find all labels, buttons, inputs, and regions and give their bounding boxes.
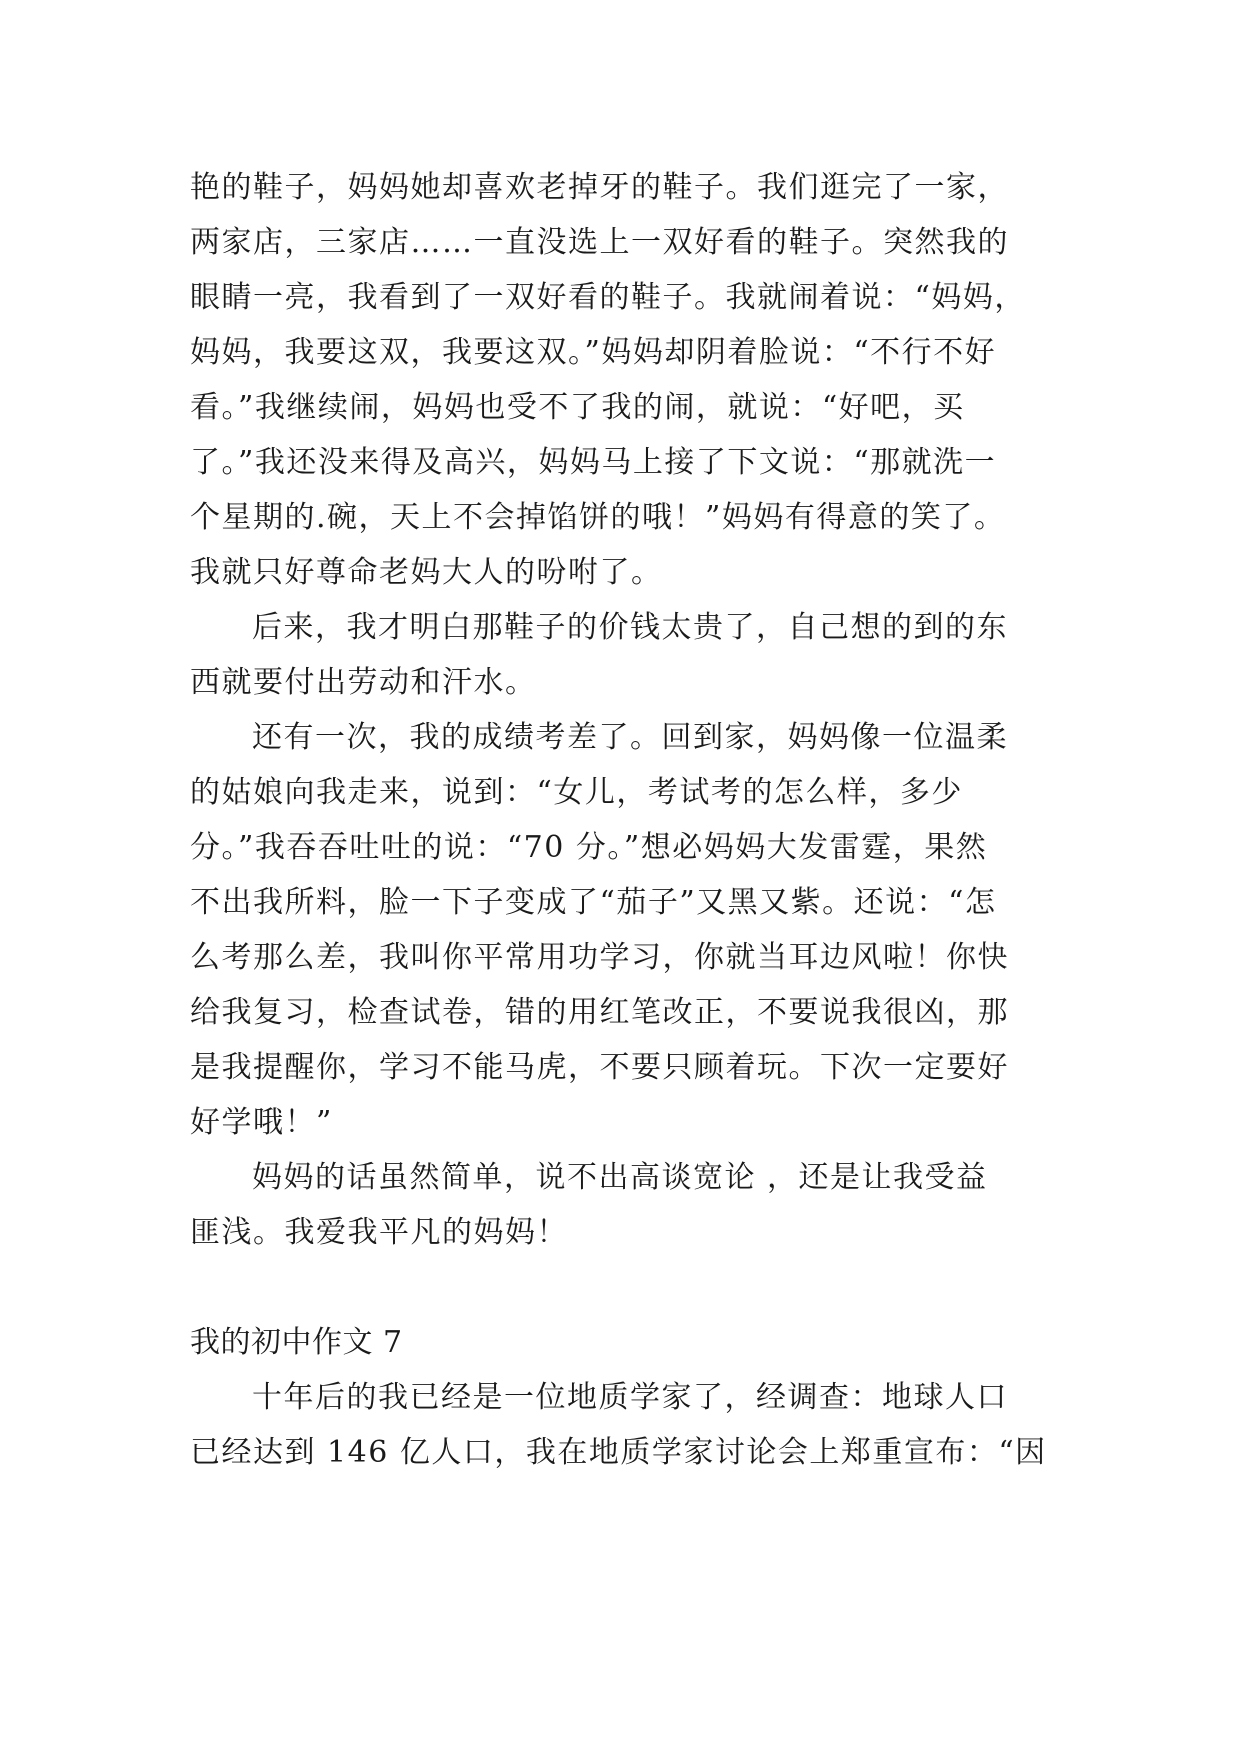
text-line: 妈妈，我要这双，我要这双。”妈妈却阴着脸说：“不行不好 [190,335,997,370]
text-line: 么考那么差，我叫你平常用功学习，你就当耳边风啦！你快 [190,940,1009,975]
text-line: 西就要付出劳动和汗水。 [190,665,537,700]
text-line: 的姑娘向我走来，说到：“女儿，考试考的怎么样，多少 [190,775,963,810]
text-line: 两家店，三家店……一直没选上一双好看的鞋子。突然我的 [190,225,1009,260]
paragraph-start-line: 后来，我才明白那鞋子的价钱太贵了，自己想的到的东 [252,610,1008,645]
text-line: 了。”我还没来得及高兴，妈妈马上接了下文说：“那就洗一 [190,445,997,480]
essay-heading: 我的初中作文 7 [190,1325,403,1360]
text-line: 个星期的.碗，天上不会掉馅饼的哦！”妈妈有得意的笑了。 [190,500,1006,535]
paragraph-start-line: 还有一次，我的成绩考差了。回到家，妈妈像一位温柔 [252,720,1008,755]
paragraph-start-line: 妈妈的话虽然简单，说不出高谈宽论 ，还是让我受益 [252,1160,988,1195]
paragraph-start-line: 十年后的我已经是一位地质学家了，经调查：地球人口 [252,1380,1008,1415]
text-line: 匪浅。我爱我平凡的妈妈！ [190,1215,568,1250]
text-line: 给我复习，检查试卷，错的用红笔改正，不要说我很凶，那 [190,995,1009,1030]
text-line: 是我提醒你，学习不能马虎，不要只顾着玩。下次一定要好 [190,1050,1009,1085]
text-line: 看。”我继续闹，妈妈也受不了我的闹，就说：“好吧，买 [190,390,965,425]
text-line: 眼睛一亮，我看到了一双好看的鞋子。我就闹着说：“妈妈， [190,280,1026,315]
text-line: 艳的鞋子，妈妈她却喜欢老掉牙的鞋子。我们逛完了一家， [190,170,1009,205]
text-line: 不出我所料，脸一下子变成了“茄子”又黑又紫。还说：“怎 [190,885,997,920]
text-line: 分。”我吞吞吐吐的说：“70 分。”想必妈妈大发雷霆，果然 [190,830,988,865]
text-line: 我就只好尊命老妈大人的吩咐了。 [190,555,663,590]
text-line: 好学哦！” [190,1105,333,1140]
text-line: 已经达到 146 亿人口，我在地质学家讨论会上郑重宣布：“因 [190,1435,1047,1470]
